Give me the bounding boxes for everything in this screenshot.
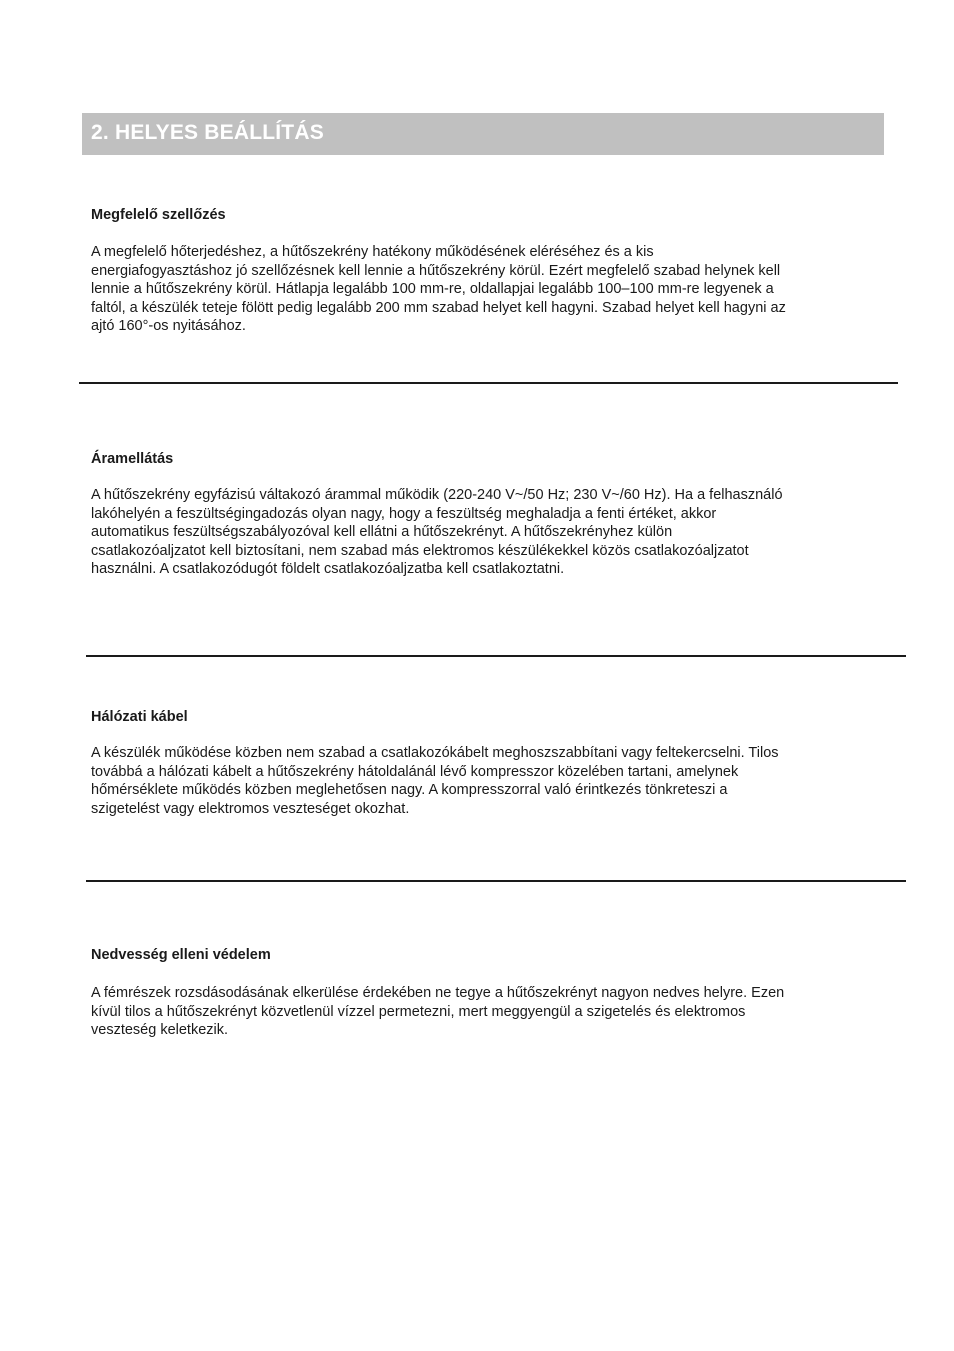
paragraph-line: A megfelelő hőterjedéshez, a hűtőszekrény hatékony működésének eléréséhez és a kis [91,244,654,260]
section-divider [86,655,906,657]
heading-power-supply: Áramellátás [91,451,174,467]
paragraph-line: használni. A csatlakozódugót földelt csatlakozóaljzatba kell csatlakoztatni. [91,561,565,578]
heading-power-cable: Hálózati kábel [91,709,188,725]
paragraph-line: lennie a hűtőszekrény körül. Hátlapja legalább 100 mm-re, oldallapjai legalább 100–100 mm-re legyenek a [91,281,774,298]
paragraph-line: ajtó 160°-os nyitásához. [91,318,246,335]
paragraph-line: szigetelést vagy elektromos veszteséget okozhat. [91,800,410,817]
paragraph-line: veszteség keletkezik. [91,1022,229,1039]
paragraph-line: lakóhelyén a feszültségingadozás olyan nagy, hogy a feszültség meghaladja a fenti értéket, akkor [91,505,717,522]
heading-ventilation: Megfelelő szellőzés [91,207,226,223]
section-divider [79,382,898,384]
section-title: 2. HELYES BEÁLLÍTÁS [91,121,324,144]
paragraph-line: hőmérséklete működés közben meglehetősen nagy. A kompresszorral való érintkezés tönkreteszi a [91,782,728,799]
section-divider [86,880,906,882]
section-title-bar [82,113,884,155]
paragraph-line: A hűtőszekrény egyfázisú váltakozó árammal működik (220-240 V~/50 Hz; 230 V~/60 Hz). Ha a felhasználó [91,487,783,503]
paragraph-line: továbbá a hálózati kábelt a hűtőszekrény hátoldalánál lévő kompresszor közelében tartani, amelynek [91,763,739,780]
paragraph-power-supply [91,486,871,579]
paragraph-line: csatlakozóaljzatot kell biztosítani, nem szabad más elektromos készülékekkel közös csatlakozóaljzatot [91,542,749,559]
paragraph-ventilation [91,243,871,336]
paragraph-line: automatikus feszültségszabályozóval kell ellátni a hűtőszekrényt. A hűtőszekrényhez külön [91,524,673,541]
heading-moisture-protection: Nedvesség elleni védelem [91,947,271,963]
paragraph-line: energiafogyasztáshoz jó szellőzésnek kell lennie a hűtőszekrény körül. Ezért megfelelő szabad helynek kell [91,262,781,279]
paragraph-line: faltól, a készülék teteje fölött pedig legalább 200 mm szabad helyet kell hagyni. Szabad helyet kell hagyni az [91,299,786,316]
paragraph-line: A készülék működése közben nem szabad a csatlakozókábelt meghoszszabbítani vagy feltekercselni. Tilos [91,745,779,761]
paragraph-moisture-protection [91,984,871,1040]
paragraph-line: kívül tilos a hűtőszekrényt közvetlenül vízzel permetezni, mert meggyengül a szigetelés és elektromos [91,1003,746,1020]
paragraph-power-cable [91,744,871,818]
paragraph-line: A fémrészek rozsdásodásának elkerülése érdekében ne tegye a hűtőszekrényt nagyon nedves helyre. Ezen [91,985,785,1001]
